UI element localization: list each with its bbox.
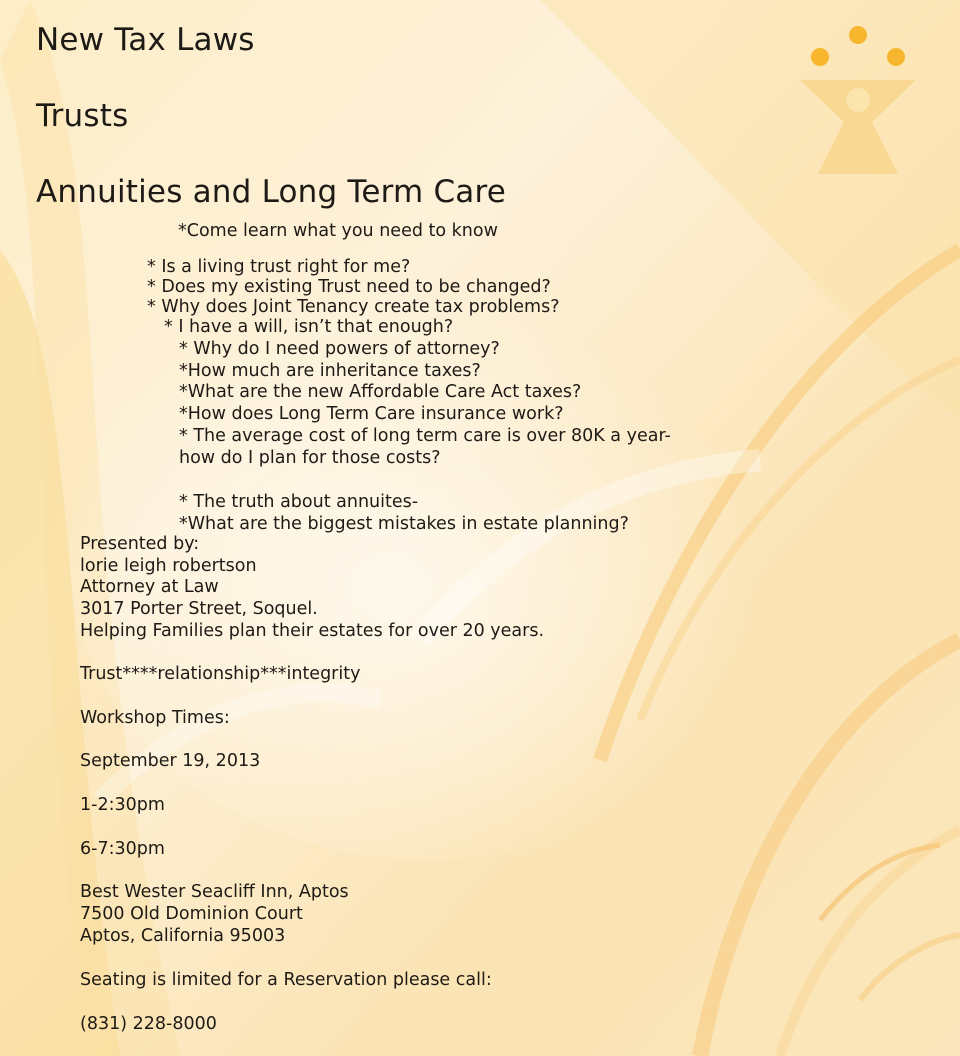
presenter-tagline: Helping Families plan their estates for over 20 years.: [80, 621, 545, 641]
question-item: *How much are inheritance taxes?: [179, 361, 481, 381]
venue-street: 7500 Old Dominion Court: [80, 904, 303, 924]
workshop-label: Workshop Times:: [80, 708, 230, 728]
heading-annuities-long-term-care: Annuities and Long Term Care: [36, 174, 507, 210]
question-item: * I have a will, isn’t that enough?: [164, 317, 454, 337]
motto: Trust****relationship***integrity: [80, 664, 361, 684]
intro-line: *Come learn what you need to know: [178, 221, 498, 241]
question-item: *What are the new Affordable Care Act taxes?: [179, 382, 582, 402]
question-item: * The truth about annuites-: [179, 492, 419, 512]
venue-name: Best Wester Seacliff Inn, Aptos: [80, 882, 349, 902]
question-item: * Why does Joint Tenancy create tax problems?: [147, 297, 560, 317]
workshop-time: 1-2:30pm: [80, 795, 165, 815]
question-item: *How does Long Term Care insurance work?: [179, 404, 564, 424]
presented-by-label: Presented by:: [80, 534, 200, 554]
logo-figure-icon: [796, 22, 920, 178]
reservation-text: Seating is limited for a Reservation please call:: [80, 970, 492, 990]
presenter-address: 3017 Porter Street, Soquel.: [80, 599, 318, 619]
venue-city: Aptos, California 95003: [80, 926, 286, 946]
workshop-time: 6-7:30pm: [80, 839, 165, 859]
presenter-title: Attorney at Law: [80, 577, 219, 597]
heading-trusts: Trusts: [36, 98, 129, 134]
question-item: * Is a living trust right for me?: [147, 257, 411, 277]
presenter-name: lorie leigh robertson: [80, 556, 257, 576]
workshop-date: September 19, 2013: [80, 751, 261, 771]
question-item: * Does my existing Trust need to be changed?: [147, 277, 551, 297]
question-item: * Why do I need powers of attorney?: [179, 339, 500, 359]
question-item-continuation: how do I plan for those costs?: [179, 448, 441, 468]
reservation-phone: (831) 228-8000: [80, 1014, 217, 1034]
heading-new-tax-laws: New Tax Laws: [36, 22, 255, 58]
question-item: *What are the biggest mistakes in estate planning?: [179, 514, 629, 534]
question-item: * The average cost of long term care is over 80K a year-: [179, 426, 671, 446]
